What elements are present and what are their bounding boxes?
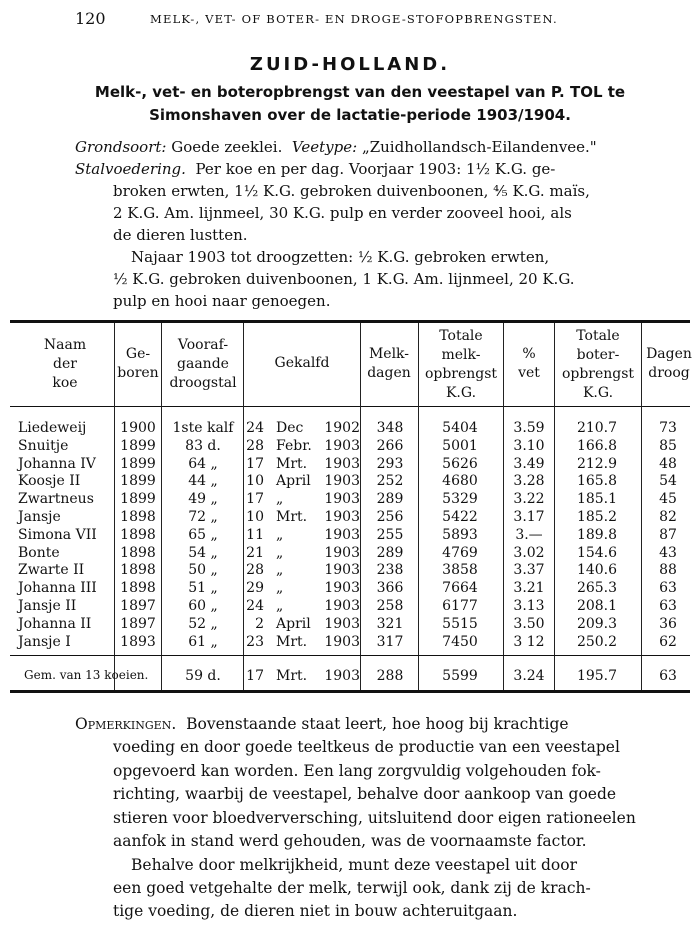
row-milk-yield: 5515 xyxy=(442,615,478,632)
row-fat: 3.49 xyxy=(513,455,545,472)
table-bottom-rule xyxy=(10,690,690,693)
average-label: Gem. van 13 koeien. xyxy=(24,668,149,682)
remarks-text-7: Behalve door melkrijkheid, munt deze veestapel uit door xyxy=(131,856,577,874)
row-butter-yield: 154.6 xyxy=(576,544,618,561)
row-dry-days: 48 xyxy=(659,455,677,472)
row-calved-month: „ xyxy=(276,598,284,614)
row-calved-day: 10 xyxy=(246,473,264,490)
row-born: 1893 xyxy=(120,633,156,650)
row-calved-month: April xyxy=(276,615,311,632)
table-row xyxy=(0,580,700,598)
table-top-rule xyxy=(10,320,690,323)
row-dry-days: 88 xyxy=(659,562,677,579)
header-name: Naam der koe xyxy=(43,337,87,391)
row-dry-days: 63 xyxy=(659,598,677,614)
table-row xyxy=(0,562,700,580)
table-row xyxy=(0,509,700,527)
grondsoort-value: Goede zeeklei. xyxy=(171,138,283,156)
row-calved-day: 10 xyxy=(246,509,264,525)
intro-line-grondsoort xyxy=(75,136,597,158)
table-row xyxy=(0,527,700,545)
table-average-rule xyxy=(10,655,690,656)
row-dry-days: 82 xyxy=(659,509,677,525)
row-calved-year: 1902 xyxy=(324,420,360,436)
table-row xyxy=(0,616,700,634)
row-born: 1898 xyxy=(120,509,156,525)
remarks-text-5: stieren voor bloedverversching, uitsluitend door eigen rationeelen xyxy=(113,809,636,827)
average-fat: 3.24 xyxy=(513,668,545,684)
row-milk-yield: 5001 xyxy=(442,437,478,454)
row-calved-year: 1903 xyxy=(324,544,360,561)
average-prev-dry: 59 d. xyxy=(185,668,221,684)
table-row xyxy=(0,438,700,456)
remarks-text-3: opgevoerd kan worden. Een lang zorgvuldig volgehouden fok- xyxy=(113,762,601,780)
row-calved-year: 1903 xyxy=(324,580,360,597)
row-calved-day: 11 xyxy=(246,526,264,543)
row-calved-month: Mrt. xyxy=(276,633,308,650)
row-butter-yield: 166.8 xyxy=(576,437,618,454)
row-milk-days: 348 xyxy=(376,420,404,436)
average-milk-yield: 5599 xyxy=(442,668,478,684)
row-butter-yield: 250.2 xyxy=(576,633,618,650)
table-row xyxy=(0,598,700,616)
header-born: Ge- boren xyxy=(117,346,159,381)
row-fat: 3.37 xyxy=(513,562,545,579)
row-fat: 3.13 xyxy=(513,598,545,614)
row-fat: 3.10 xyxy=(513,437,545,454)
row-milk-yield: 7450 xyxy=(442,633,478,650)
row-milk-yield: 6177 xyxy=(442,598,478,614)
row-born: 1898 xyxy=(120,544,156,561)
row-calved-day: 24 xyxy=(246,420,264,436)
row-prev-dry: 61 „ xyxy=(188,633,218,650)
row-name: Snuitje xyxy=(18,437,69,454)
row-calved-year: 1903 xyxy=(324,437,360,454)
row-fat: 3.21 xyxy=(513,580,545,597)
average-calved-year: 1903 xyxy=(324,668,360,684)
row-milk-days: 289 xyxy=(376,491,404,508)
row-dry-days: 43 xyxy=(659,544,677,561)
row-milk-yield: 4769 xyxy=(442,544,478,561)
row-calved-month: Mrt. xyxy=(276,509,308,525)
row-calved-month: „ xyxy=(276,562,284,579)
average-calved-day: 17 xyxy=(246,668,264,684)
row-calved-day: 17 xyxy=(246,491,264,508)
row-calved-month: Febr. xyxy=(276,437,312,454)
row-butter-yield: 185.1 xyxy=(576,491,618,508)
row-milk-days: 238 xyxy=(376,562,404,579)
row-born: 1899 xyxy=(120,473,156,490)
row-born: 1898 xyxy=(120,526,156,543)
row-prev-dry: 50 „ xyxy=(188,562,218,579)
row-butter-yield: 265.3 xyxy=(576,580,618,597)
row-milk-days: 366 xyxy=(376,580,404,597)
row-dry-days: 87 xyxy=(659,526,677,543)
row-milk-days: 317 xyxy=(376,633,404,650)
row-name: Zwartneus xyxy=(18,491,94,508)
row-dry-days: 63 xyxy=(659,580,677,597)
remarks-text-8: een goed vetgehalte der melk, terwijl ook, dank zij de krach- xyxy=(113,879,591,897)
header-milk-days: Melk- dagen xyxy=(367,346,411,381)
veetype-label: Veetype: xyxy=(291,138,358,156)
row-name: Liedeweij xyxy=(18,420,87,436)
row-prev-dry: 52 „ xyxy=(188,615,218,632)
row-milk-days: 256 xyxy=(376,509,404,525)
row-name: Jansje I xyxy=(18,633,71,650)
row-butter-yield: 189.8 xyxy=(576,526,618,543)
row-calved-day: 29 xyxy=(246,580,264,597)
row-calved-year: 1903 xyxy=(324,455,360,472)
row-name: Johanna III xyxy=(18,580,97,597)
row-milk-days: 266 xyxy=(376,437,404,454)
stalvoedering-label: Stalvoedering. xyxy=(75,160,186,178)
row-calved-month: „ xyxy=(276,544,284,561)
row-calved-year: 1903 xyxy=(324,562,360,579)
remarks-text-1: Bovenstaande staat leert, hoe hoog bij krachtige xyxy=(186,715,569,733)
row-butter-yield: 140.6 xyxy=(576,562,618,579)
row-milk-yield: 4680 xyxy=(442,473,478,490)
row-fat: 3.17 xyxy=(513,509,545,525)
row-milk-yield: 7664 xyxy=(442,580,478,597)
row-milk-days: 321 xyxy=(376,615,404,632)
row-born: 1899 xyxy=(120,491,156,508)
row-born: 1898 xyxy=(120,562,156,579)
row-born: 1900 xyxy=(120,420,156,436)
row-prev-dry: 44 „ xyxy=(188,473,218,490)
row-calved-year: 1903 xyxy=(324,633,360,650)
row-butter-yield: 185.2 xyxy=(576,509,618,525)
row-fat: 3.59 xyxy=(513,420,545,436)
row-calved-month: „ xyxy=(276,580,284,597)
row-dry-days: 36 xyxy=(659,615,677,632)
table-row xyxy=(0,491,700,509)
row-fat: 3.22 xyxy=(513,491,545,508)
row-milk-yield: 5422 xyxy=(442,509,478,525)
row-calved-month: „ xyxy=(276,491,284,508)
row-calved-month: April xyxy=(276,473,311,490)
row-milk-days: 255 xyxy=(376,526,404,543)
row-calved-month: „ xyxy=(276,526,284,543)
remarks-line-1 xyxy=(75,713,569,737)
row-milk-yield: 5404 xyxy=(442,420,478,436)
row-fat: 3.28 xyxy=(513,473,545,490)
row-born: 1898 xyxy=(120,580,156,597)
row-dry-days: 73 xyxy=(659,420,677,436)
row-calved-year: 1903 xyxy=(324,473,360,490)
row-name: Johanna II xyxy=(18,615,92,632)
row-milk-days: 293 xyxy=(376,455,404,472)
stalvoedering-text-3: 2 K.G. Am. lijnmeel, 30 K.G. pulp en verder zooveel hooi, als xyxy=(113,204,572,222)
table-row xyxy=(0,473,700,491)
average-milk-days: 288 xyxy=(376,668,404,684)
row-prev-dry: 60 „ xyxy=(188,598,218,614)
najaar-text-2: ½ K.G. gebroken duivenboonen, 1 K.G. Am. lijnmeel, 20 K.G. xyxy=(113,270,575,288)
header-calved: Gekalfd xyxy=(274,355,330,371)
row-calved-day: 24 xyxy=(246,598,264,614)
najaar-text-3: pulp en hooi naar genoegen. xyxy=(113,292,331,310)
row-fat: 3.— xyxy=(515,526,543,543)
row-prev-dry: 51 „ xyxy=(188,580,218,597)
row-calved-year: 1903 xyxy=(324,598,360,614)
row-name: Jansje II xyxy=(18,598,77,614)
remarks-label: Opmerkingen. xyxy=(75,715,177,733)
row-dry-days: 62 xyxy=(659,633,677,650)
average-dry-days: 63 xyxy=(659,668,677,684)
row-prev-dry: 1ste kalf xyxy=(172,420,234,436)
header-milk-yield: Totale melk- opbrengst K.G. xyxy=(424,328,498,401)
table-row xyxy=(0,634,700,652)
row-prev-dry: 83 d. xyxy=(185,437,221,454)
table-row xyxy=(0,545,700,563)
row-calved-year: 1903 xyxy=(324,615,360,632)
row-name: Zwarte II xyxy=(18,562,85,579)
row-milk-yield: 3858 xyxy=(442,562,478,579)
remarks-text-2: voeding en door goede teeltkeus de productie van een veestapel xyxy=(113,738,620,756)
najaar-text-1: Najaar 1903 tot droogzetten: ½ K.G. gebroken erwten, xyxy=(131,248,550,266)
row-prev-dry: 54 „ xyxy=(188,544,218,561)
table-row xyxy=(0,420,700,438)
row-calved-day: 28 xyxy=(246,562,264,579)
running-header xyxy=(75,9,675,29)
row-milk-yield: 5893 xyxy=(442,526,478,543)
row-calved-day: 17 xyxy=(246,455,264,472)
row-prev-dry: 64 „ xyxy=(188,455,218,472)
row-prev-dry: 65 „ xyxy=(188,526,218,543)
stalvoedering-text-4: de dieren lustten. xyxy=(113,226,248,244)
row-calved-day: 28 xyxy=(246,437,264,454)
page-number: 120 xyxy=(75,9,106,28)
row-calved-day: 2 xyxy=(255,615,264,632)
row-name: Johanna IV xyxy=(18,455,96,472)
row-calved-year: 1903 xyxy=(324,526,360,543)
header-prev-dry: Vooraf- gaande droogstal xyxy=(169,337,237,391)
row-calved-month: Dec xyxy=(276,420,304,436)
row-prev-dry: 72 „ xyxy=(188,509,218,525)
row-born: 1899 xyxy=(120,455,156,472)
row-milk-yield: 5626 xyxy=(442,455,478,472)
row-milk-days: 252 xyxy=(376,473,404,490)
row-calved-year: 1903 xyxy=(324,509,360,525)
veetype-value: „Zuidhollandsch-Eilandenvee." xyxy=(361,138,597,156)
table-average-row xyxy=(0,668,700,686)
intro-line-stalvoedering xyxy=(75,158,555,180)
row-milk-days: 258 xyxy=(376,598,404,614)
header-dry-days: Dagen droog xyxy=(646,346,692,381)
stalvoedering-text-2: broken erwten, 1½ K.G. gebroken duivenboonen, ⅘ K.G. maïs, xyxy=(113,182,590,200)
row-born: 1897 xyxy=(120,615,156,632)
row-milk-yield: 5329 xyxy=(442,491,478,508)
row-dry-days: 45 xyxy=(659,491,677,508)
row-butter-yield: 212.9 xyxy=(576,455,618,472)
grondsoort-label: Grondsoort: xyxy=(75,138,167,156)
row-name: Bonte xyxy=(18,544,60,561)
stalvoedering-text-1: Per koe en per dag. Voorjaar 1903: 1½ K.G. ge- xyxy=(195,160,556,178)
row-calved-year: 1903 xyxy=(324,491,360,508)
row-born: 1897 xyxy=(120,598,156,614)
remarks-text-6: aanfok in stand werd gehouden, was de voornaamste factor. xyxy=(113,832,587,850)
row-fat: 3.02 xyxy=(513,544,545,561)
header-fat-pct: % vet xyxy=(518,346,540,381)
row-name: Jansje xyxy=(18,509,61,525)
row-butter-yield: 208.1 xyxy=(576,598,618,614)
row-calved-month: Mrt. xyxy=(276,455,308,472)
row-name: Koosje II xyxy=(18,473,81,490)
row-milk-days: 289 xyxy=(376,544,404,561)
row-butter-yield: 165.8 xyxy=(576,473,618,490)
row-butter-yield: 209.3 xyxy=(576,615,618,632)
row-born: 1899 xyxy=(120,437,156,454)
running-title: MELK-, VET- OF BOTER- EN DROGE-STOFOPBRENGSTEN. xyxy=(150,12,558,26)
row-butter-yield: 210.7 xyxy=(576,420,618,436)
subtitle-line-1: Melk-, vet- en boteropbrengst van den veestapel van P. TOL te xyxy=(94,83,626,101)
subtitle-line-2: Simonshaven over de lactatie-periode 1903/1904. xyxy=(149,106,571,124)
row-calved-day: 21 xyxy=(246,544,264,561)
row-fat: 3 12 xyxy=(513,633,545,650)
table-header-rule xyxy=(10,406,690,407)
section-title: ZUID-HOLLAND. xyxy=(249,54,451,75)
row-dry-days: 85 xyxy=(659,437,677,454)
row-prev-dry: 49 „ xyxy=(188,491,218,508)
table-row xyxy=(0,456,700,474)
row-fat: 3.50 xyxy=(513,615,545,632)
header-butter-yield: Totale boter- opbrengst K.G. xyxy=(561,328,635,401)
remarks-text-4: richting, waarbij de veestapel, behalve door aankoop van goede xyxy=(113,785,617,803)
average-calved-month: Mrt. xyxy=(276,668,308,684)
remarks-text-9: tige voeding, de dieren niet in bouw achteruitgaan. xyxy=(113,902,518,920)
row-calved-day: 23 xyxy=(246,633,264,650)
row-name: Simona VII xyxy=(18,526,97,543)
average-butter-yield: 195.7 xyxy=(576,668,618,684)
row-dry-days: 54 xyxy=(659,473,677,490)
